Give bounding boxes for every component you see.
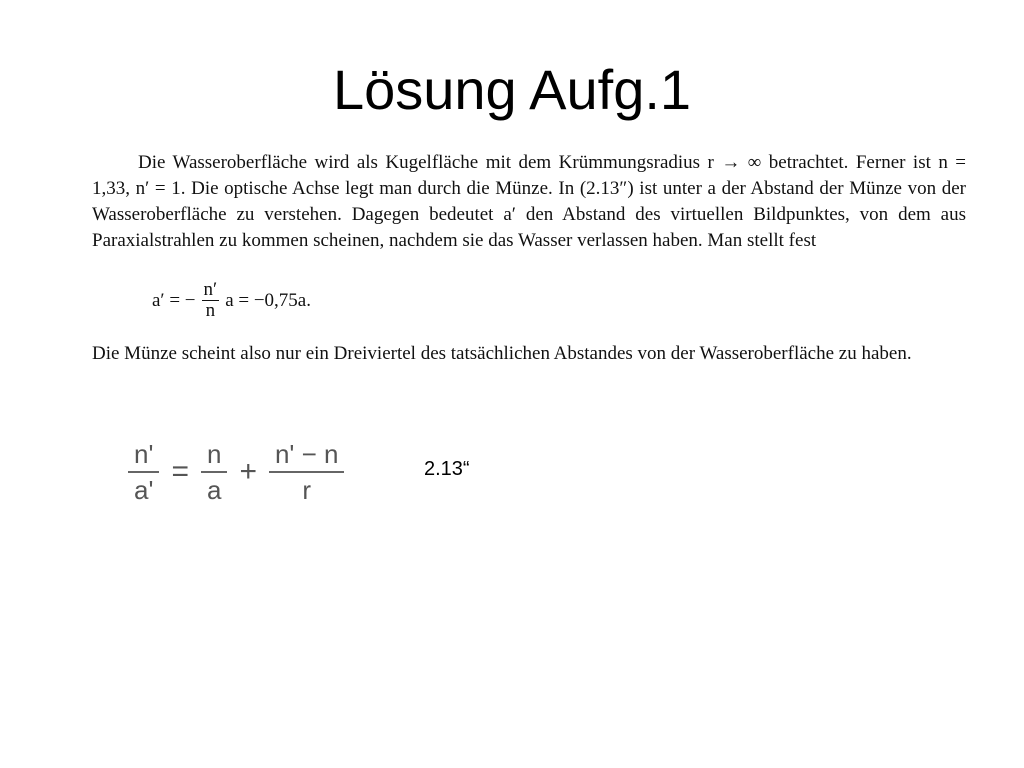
equation-image-scale bbox=[152, 280, 311, 321]
formula-f1-numerator: n' bbox=[134, 439, 154, 469]
formula-fraction-3 bbox=[269, 437, 345, 507]
formula-plus: + bbox=[239, 455, 257, 488]
solution-paragraph-1: Die Wasseroberfläche wird als Kugelfläche mit dem Krümmungsradius r → ∞ betrachtet. Ferner ist n = 1,33, n′ = 1. Die optische Achse legt man durch die Münze. In (2.13″) ist unter a der Abstand der Münze von der Wasseroberfläche zu verstehen. Dagegen bedeutet a′ den Abstand des virtuellen Bildpunktes, von dem aus Paraxialstrahlen zu kommen scheinen, nachdem sie das Wasser verlassen haben. Man stellt fest bbox=[92, 152, 966, 251]
formula-fraction-1 bbox=[128, 437, 159, 507]
formula-f3-denominator: r bbox=[302, 475, 312, 505]
formula-f1-denominator: a' bbox=[134, 475, 154, 505]
eq1-fraction bbox=[202, 280, 220, 321]
eq1-frac-denominator: n bbox=[205, 300, 216, 321]
formula-equals: = bbox=[171, 455, 189, 488]
formula-label: 2.13“ bbox=[424, 458, 470, 480]
solution-paragraph-2: Die Münze scheint also nur ein Dreiviertel des tatsächlichen Abstandes von der Wasseroberfläche zu haben. bbox=[92, 343, 912, 364]
formula-f3-numerator: n' − n bbox=[274, 439, 339, 469]
formula-f2-numerator: n bbox=[206, 439, 222, 469]
formula-f2-denominator: a bbox=[206, 475, 222, 505]
slide-title: Lösung Aufg.1 bbox=[332, 58, 692, 121]
eq1-lhs: a′ = − bbox=[152, 289, 196, 311]
eq1-frac-numerator: n′ bbox=[203, 279, 218, 300]
eq1-rhs: a = −0,75a. bbox=[225, 289, 311, 311]
formula-fraction-2 bbox=[201, 437, 227, 507]
refraction-formula bbox=[128, 437, 344, 507]
